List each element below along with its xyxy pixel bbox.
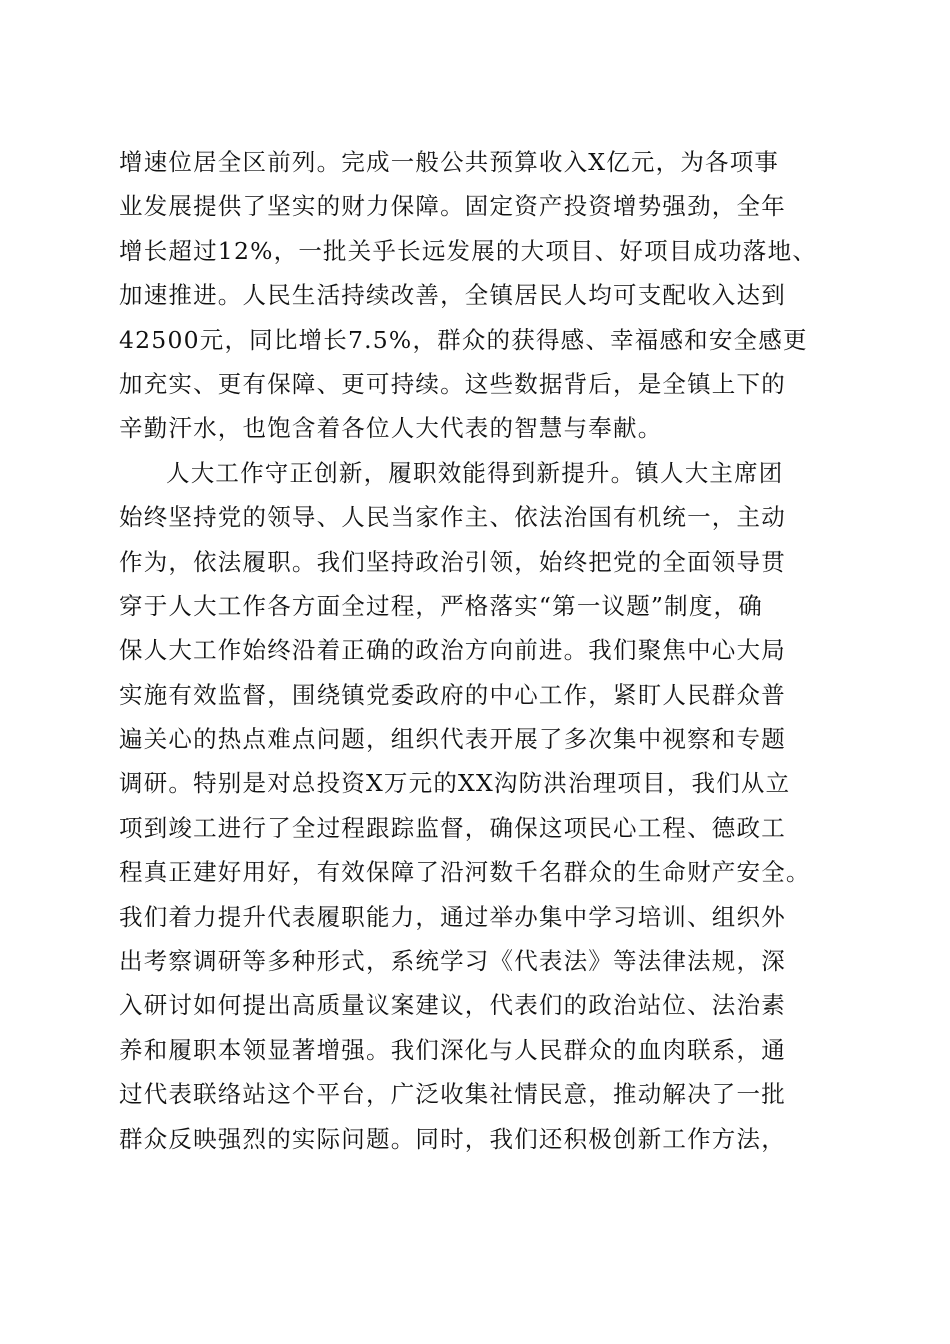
paragraph-1-line: 42500元，同比增长7.5%，群众的获得感、幸福感和安全感更: [119, 325, 808, 354]
paragraph-2-line: 入研讨如何提出高质量议案建议，代表们的政治站位、法治素: [119, 991, 786, 1020]
paragraph-2-line: 始终坚持党的领导、人民当家作主、依法治国有机统一，主动: [119, 503, 786, 532]
paragraph-2-line: 作为，依法履职。我们坚持政治引领，始终把党的全面领导贯: [119, 547, 786, 576]
paragraph-2-first-line: 人大工作守正创新，履职效能得到新提升。镇人大主席团: [166, 458, 784, 487]
paragraph-2-line: 项到竣工进行了全过程跟踪监督，确保这项民心工程、德政工: [119, 813, 786, 842]
paragraph-2-line: 群众反映强烈的实际问题。同时，我们还积极创新工作方法，: [119, 1124, 786, 1153]
paragraph-2-line: 程真正建好用好，有效保障了沿河数千名群众的生命财产安全。: [119, 858, 811, 887]
body-text: [119, 140, 839, 1161]
paragraph-1-line: 加速推进。人民生活持续改善，全镇居民人均可支配收入达到: [119, 281, 786, 310]
paragraph-2-line: 遍关心的热点难点问题，组织代表开展了多次集中视察和专题: [119, 725, 786, 754]
paragraph-2-line: 实施有效监督，围绕镇党委政府的中心工作，紧盯人民群众普: [119, 680, 786, 709]
paragraph-2-line: 我们着力提升代表履职能力，通过举办集中学习培训、组织外: [119, 902, 786, 931]
paragraph-1-line: 增速位居全区前列。完成一般公共预算收入X亿元，为各项事: [119, 148, 780, 176]
paragraph-2-line: 过代表联络站这个平台，广泛收集社情民意，推动解决了一批: [119, 1080, 786, 1109]
paragraph-1-line: 增长超过12%，一批关乎长远发展的大项目、好项目成功落地、: [119, 236, 818, 265]
paragraph-1-line: 业发展提供了坚实的财力保障。固定资产投资增势强劲，全年: [119, 192, 786, 221]
paragraph-1-line: 加充实、更有保障、更可持续。这些数据背后，是全镇上下的: [119, 369, 786, 398]
paragraph-2-line: 养和履职本领显著增强。我们深化与人民群众的血肉联系，通: [119, 1035, 786, 1064]
paragraph-2-line: 调研。特别是对总投资X万元的XX沟防洪治理项目，我们从立: [119, 769, 791, 798]
paragraph-2-line: 保人大工作始终沿着正确的政治方向前进。我们聚焦中心大局: [119, 636, 786, 665]
paragraph-2-line: 出考察调研等多种形式，系统学习《代表法》等法律法规，深: [119, 947, 786, 976]
paragraph-1-line: 辛勤汗水，也饱含着各位人大代表的智慧与奉献。: [119, 414, 663, 443]
paragraph-2-line: 穿于人大工作各方面全过程，严格落实“第一议题”制度，确: [119, 591, 763, 620]
